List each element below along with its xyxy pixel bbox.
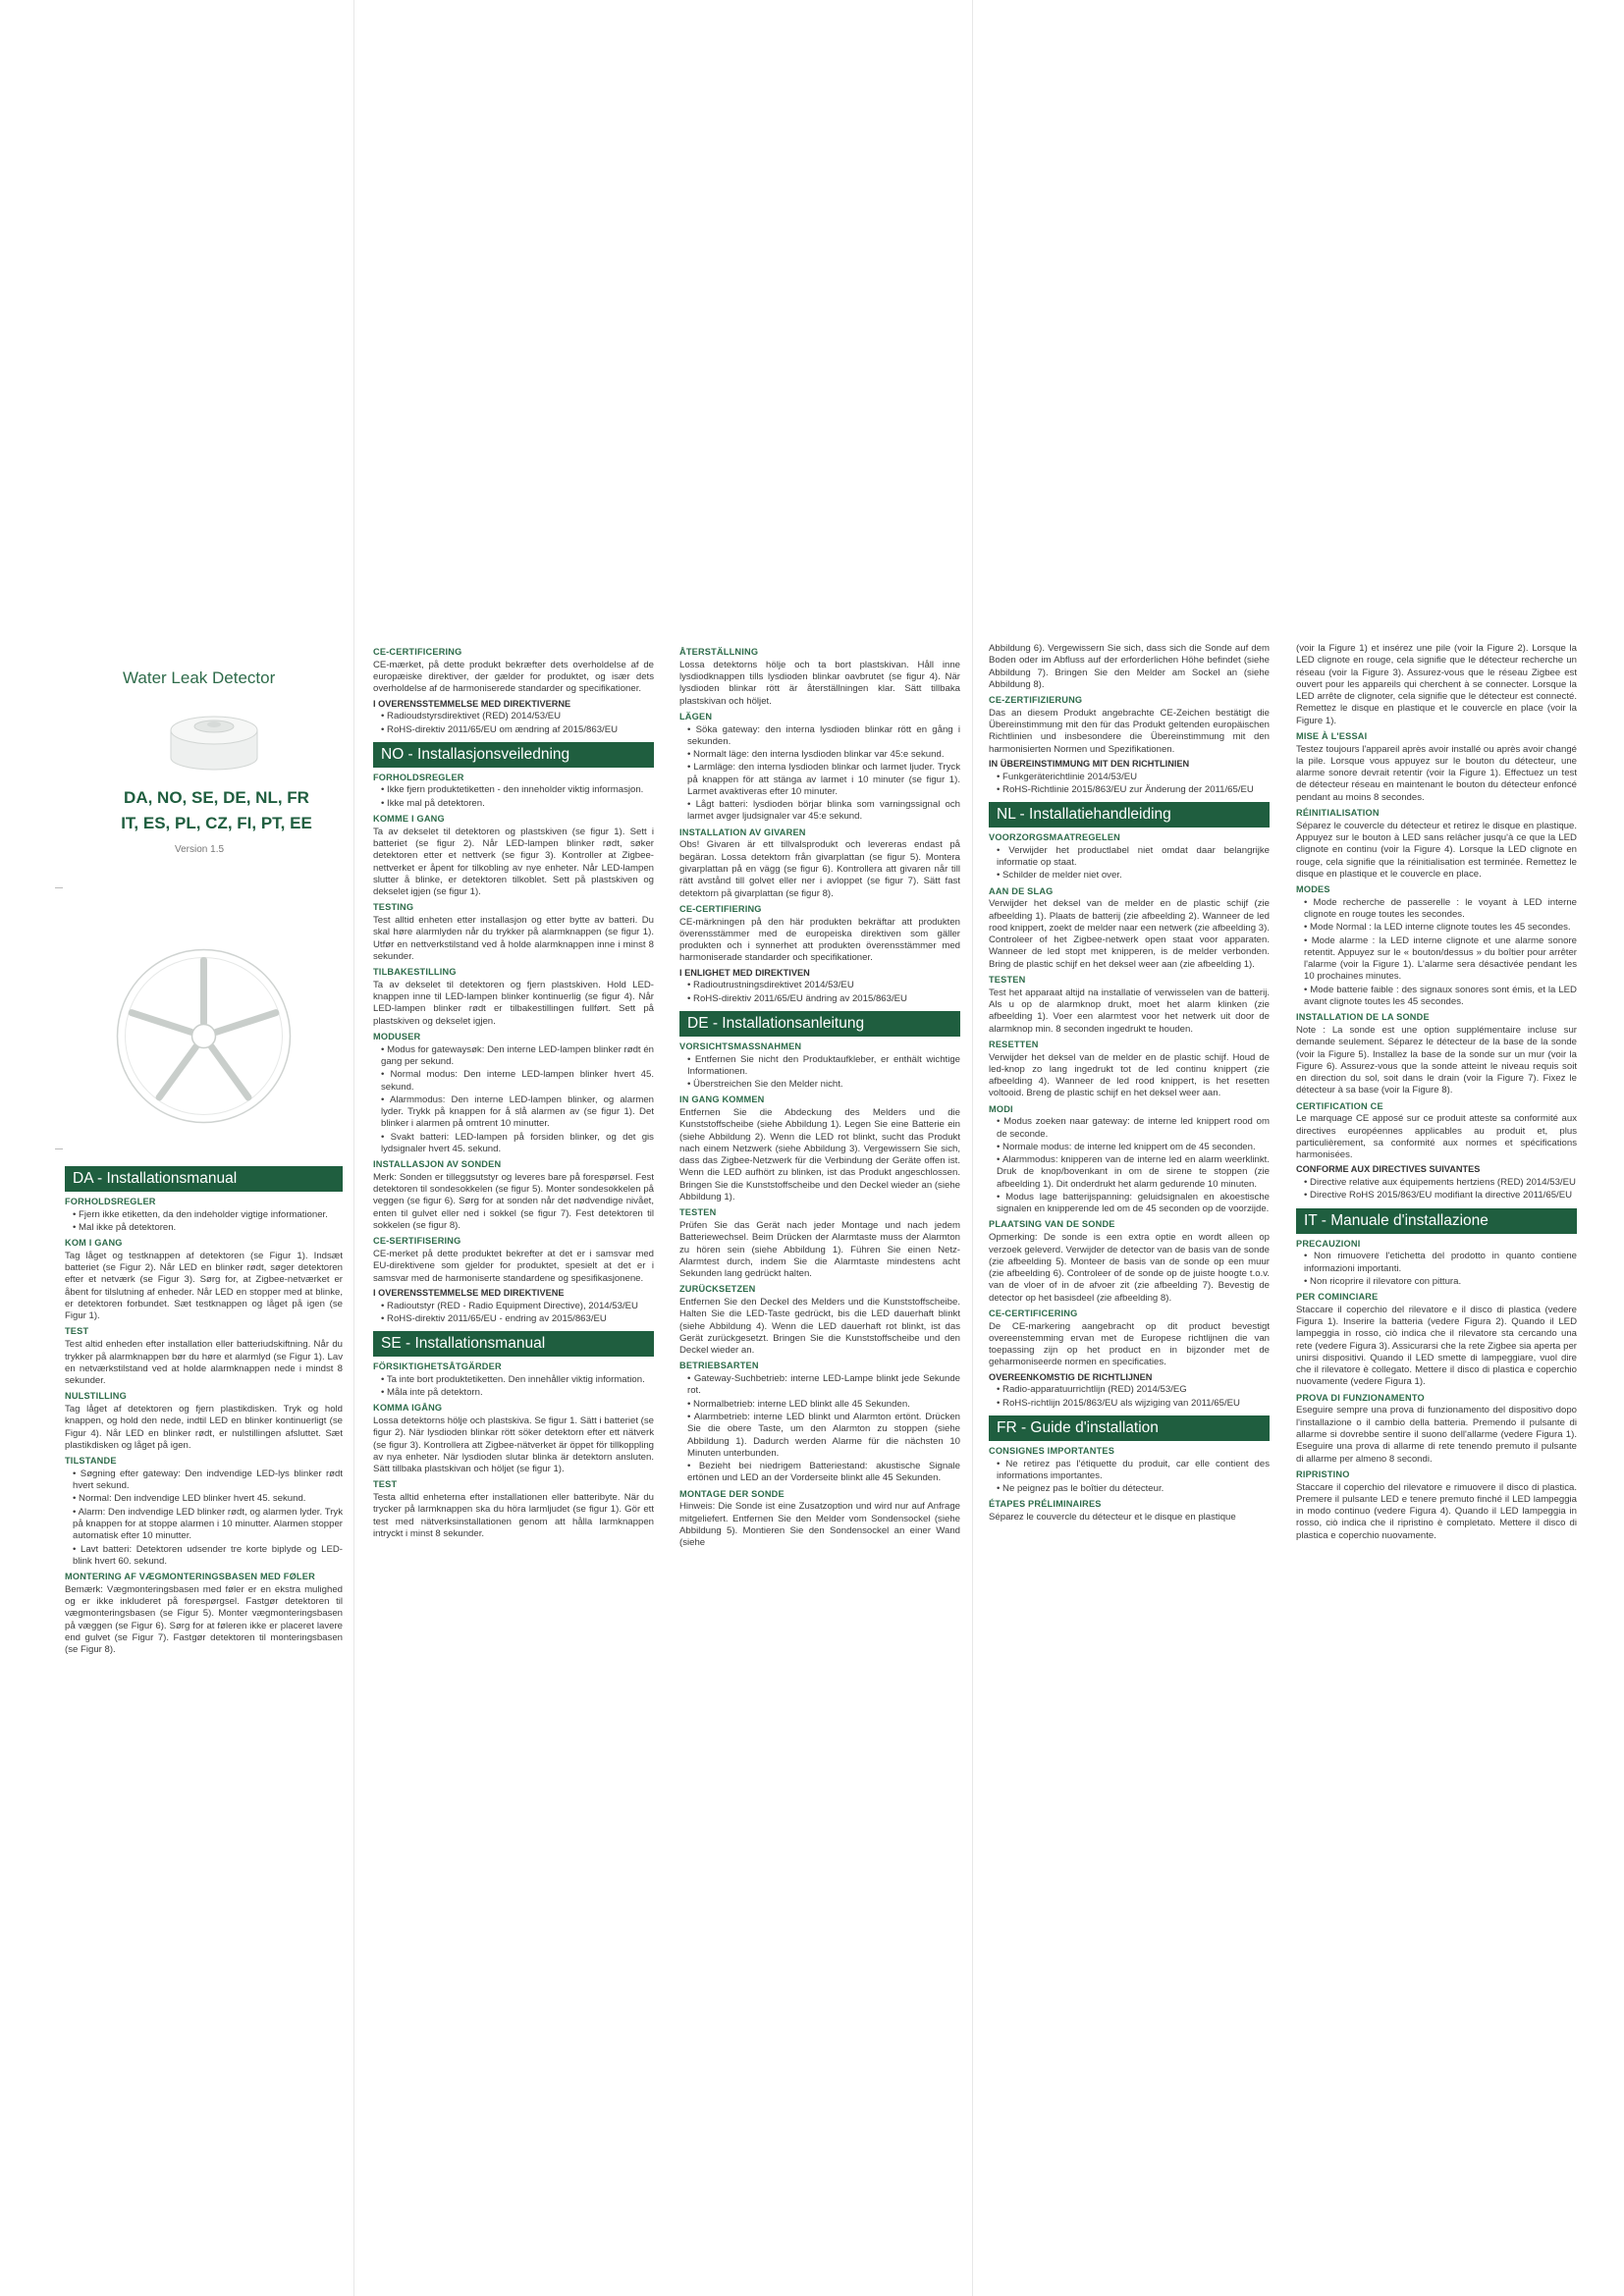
subheading: RIPRISTINO [1296, 1468, 1350, 1479]
subheading: CE-CERTIFIERING [679, 903, 762, 914]
list [989, 1384, 1270, 1410]
list-item: • Directive relative aux équipements hertziens (RED) 2014/53/EU [1304, 1177, 1577, 1189]
list-item: • RoHS-Richtlinie 2015/863/EU zur Änderung der 2011/65/EU [997, 784, 1270, 796]
list-item: • Søgning efter gateway: Den indvendige LED-lys blinker rødt hvert sekund. [73, 1468, 343, 1493]
list-item: • Ne retirez pas l'étiquette du produit, car elle contient des informations importantes. [997, 1459, 1270, 1483]
languages-line-1: DA, NO, SE, DE, NL, FR [124, 788, 309, 807]
list [989, 1116, 1270, 1215]
list [679, 1373, 960, 1484]
list-item: • Alarmmodus: Den interne LED-lampen blinker, og alarmen lyder. Trykk på knappen for å slå alarmen av (se figur 1). Det blinker i alarmen på omtrent 10 minutter. [381, 1095, 654, 1131]
subheading: NULSTILLING [65, 1391, 127, 1402]
paragraph: Séparez le couvercle du détecteur et le disque en plastique [989, 1512, 1236, 1523]
subheading: VOORZORGSMAATREGELEN [989, 832, 1120, 843]
subheading: ZURÜCKSETZEN [679, 1284, 756, 1295]
list-item: • Non ricoprire il rilevatore con pittura. [1304, 1276, 1577, 1288]
list-item: • Bezieht bei niedrigem Batteriestand: akustische Signale ertönen und LED an der Vorderseite blinkt alle 45 Sekunden. [687, 1461, 960, 1485]
list-item: • Modus zoeken naar gateway: de interne led knippert rood om de seconde. [997, 1116, 1270, 1141]
language-list [116, 785, 317, 837]
subheading: TEST [65, 1326, 89, 1337]
paragraph: Bemærk: Vægmonteringsbasen med føler er en ekstra mulighed og er ikke inkluderet på forespørgsel. Fastgør detektoren til vægmonteringsbasen (se Figur 5). Monter vægmonteringsbasen på væggen (se Figur 6). Sørg for at føleren ikke er placeret lavere end gulvet (se Figur 7). Fastgør detektoren til monteringsbasen (se Figur 8). [65, 1583, 343, 1656]
paragraph: Obs! Givaren är ett tillvalsprodukt och levereras endast på begäran. Lossa detektorn från givarplattan (se figur 5). Montera givarplattan på en vägg (se figur 6). Kontrollera att givaren når till rätt avstånd till golvet eller ner i avloppet (se figur 7). Sätt fast detektorn på givarplattan (se figur 8). [679, 839, 960, 899]
subheading: VORSICHTSMASSNAHMEN [679, 1041, 802, 1051]
list-item: • Radioutstyr (RED - Radio Equipment Directive), 2014/53/EU [381, 1301, 654, 1312]
list [373, 711, 654, 736]
list-item: • Mal ikke på detektoren. [73, 1222, 343, 1234]
list [65, 1209, 343, 1235]
subheading: CONFORME AUX DIRECTIVES SUIVANTES [1296, 1164, 1481, 1175]
list-item: • Svakt batteri: LED-lampen på forsiden blinker, og det gis lydsignaler hvert 45. sekund. [381, 1132, 654, 1156]
product-title: Water Leak Detector [123, 668, 276, 687]
section-heading-it: IT - Manuale d'installazione [1296, 1208, 1577, 1234]
list-item: • Modus lage batterijspanning: geluidsignalen en akoestische signalen en knipperende led om de 45 seconden op de voorzijde. [997, 1192, 1270, 1216]
list-item: • Mode Normal : la LED interne clignote toutes les 45 secondes. [1304, 922, 1577, 934]
list-item: • Ne peignez pas le boîtier du détecteur. [997, 1483, 1270, 1495]
paragraph: Testez toujours l'appareil après avoir installé ou après avoir changé la pile. Lorsque vous appuyez sur le bouton du détecteur, une alarme sonore devrait retentir (voir la Figure 1). Effectuez un test de détecteur réseau en maintenant le bouton du détecteur enfoncé pendant au moins 8 secondes. [1296, 743, 1577, 803]
subheading: CONSIGNES IMPORTANTES [989, 1445, 1115, 1456]
subheading: MISE À L'ESSAI [1296, 730, 1368, 741]
list-item: • Lågt batteri: lysdioden börjar blinka som varningssignal och larmet avger ljudsignaler var 45:e sekund. [687, 799, 960, 824]
paragraph: Le marquage CE apposé sur ce produit atteste sa conformité aux directives européennes applicables au produit et, plus particulièrement, sa conformité aux normes et spécifications harmonisées. [1296, 1113, 1577, 1161]
detector-bottom-view-illustration [113, 945, 295, 1127]
list-item: • Söka gateway: den interna lysdioden blinkar rött en gång i sekunden. [687, 724, 960, 749]
list-item: • Alarm: Den indvendige LED blinker rødt, og alarmen lyder. Tryk på knappen for at stoppe alarmen i 10 minutter. Alarmen stopper automatisk efter 10 minutter. [73, 1507, 343, 1543]
column-fr-it [1296, 643, 1577, 1545]
list-item: • Normale modus: de interne led knippert om de 45 seconden. [997, 1142, 1270, 1153]
list [373, 784, 654, 810]
subheading: CE-CERTIFICERING [989, 1308, 1078, 1318]
subheading: I ENLIGHET MED DIREKTIVEN [679, 967, 810, 978]
list [65, 1468, 343, 1568]
languages-line-2: IT, ES, PL, CZ, FI, PT, EE [121, 814, 312, 833]
section-heading-se: SE - Installationsmanual [373, 1331, 654, 1357]
section-heading-fr: FR - Guide d'installation [989, 1415, 1270, 1441]
fold-line [972, 0, 973, 2296]
list-item: • Funkgeräterichtlinie 2014/53/EU [997, 772, 1270, 783]
list-item: • Ikke fjern produktetiketten - den inneholder viktig informasjon. [381, 784, 654, 796]
paragraph: Entfernen Sie den Deckel des Melders und die Kunststoffscheibe. Halten Sie die LED-Taste gedrückt, bis die LED dauerhaft blinkt (siehe Abbildung 4). Wenn die LED dauerhaft rot blinkt, ist das Gerät zurückgesetzt. Bringen Sie die Kunststoffscheibe und den Deckel wieder an. [679, 1297, 960, 1357]
paragraph: Tag låget af detektoren og fjern plastikdisken. Tryk og hold knappen, og hold den nede, indtil LED en blinker kontinuerligt (se Figur 4). Når LED en blinker rødt, er nulstillingen afsluttet. Sæt plastikdisken og låget på igen. [65, 1404, 343, 1451]
list-item: • Modus for gatewaysøk: Den interne LED-lampen blinker rødt én gang per sekund. [381, 1044, 654, 1069]
subheading: PRECAUZIONI [1296, 1238, 1361, 1249]
paragraph: Testa alltid enheterna efter installationen eller batteribyte. När du trycker på larmknappen ska du höra larmljudet (se figur 1). Gör ett test med nätverksinstallationen genom att hålla larmknappen intryckt i minst 8 sekunder. [373, 1492, 654, 1539]
section-heading-da: DA - Installationsmanual [65, 1166, 343, 1192]
list-item: • Verwijder het productlabel niet omdat daar belangrijke informatie op staat. [997, 845, 1270, 870]
subheading: CERTIFICATION CE [1296, 1100, 1383, 1111]
fold-mark [55, 887, 63, 888]
fold-mark [55, 1148, 63, 1149]
list [989, 1459, 1270, 1496]
list-item: • Directive RoHS 2015/863/EU modifiant la directive 2011/65/EU [1304, 1190, 1577, 1201]
list [373, 1301, 654, 1326]
list-item: • Ta inte bort produktetiketten. Den innehåller viktig information. [381, 1374, 654, 1386]
paragraph: Ta av dekselet til detektoren og plastskiven (se figur 1). Sett i batteriet (se figur 2). Når LED-lampen blinker rødt, søker detektoren etter et nettverk (se figur 3). Kontroller at Zigbee-nettverket er åpent for tilkobling av nye enheter. Når LED-lampen slutter å blinke, er detektoren tilkoblet. Sett på plastskiven og dekselet igjen (se figur 1). [373, 826, 654, 898]
subheading: IN GANG KOMMEN [679, 1095, 765, 1105]
paragraph: Lossa detektorns hölje och ta bort plastskivan. Håll inne lysdiodknappen tills lysdioden blinkar oavbrutet (se figur 4). När lysdioden blinkar rött är återställningen klar. Sätt tillbaka plastskivan och höljet. [679, 659, 960, 707]
subheading: PER COMINCIARE [1296, 1292, 1379, 1303]
paragraph: Abbildung 6). Vergewissern Sie sich, dass sich die Sonde auf dem Boden oder im Abfluss auf der erforderlichen Höhe befindet (siehe Abbildung 7). Bringen Sie den Melder am Sockel an (siehe Abbildung 8). [989, 643, 1270, 690]
paragraph: Note : La sonde est une option supplémentaire incluse sur demande seulement. Séparez le détecteur de la base de la sonde (voir la Figure 5). Installez la base de la sonde sur un mur (voir la Figure 6). Assurez-vous que la sonde atteint le niveau requis soit en direction du sol, soit dans le drain (voir la Figure 7). Fixez le détecteur à sa base (voir la Figure 8). [1296, 1024, 1577, 1096]
subheading: OVEREENKOMSTIG DE RICHTLIJNEN [989, 1371, 1153, 1382]
list-item: • Fjern ikke etiketten, da den indeholder vigtige informationer. [73, 1209, 343, 1221]
subheading: TILSTANDE [65, 1456, 117, 1467]
list-item: • RoHS-richtlijn 2015/863/EU als wijziging van 2011/65/EU [997, 1398, 1270, 1410]
list-item: • Normal modus: Den interne LED-lampen blinker hvert 45. sekund. [381, 1069, 654, 1094]
list-item: • Mode batterie faible : des signaux sonores sont émis, et la LED avant clignote toutes les 45 secondes. [1304, 985, 1577, 1009]
list [989, 845, 1270, 882]
subheading: KOMMA IGÅNG [373, 1403, 443, 1414]
paragraph: Das an diesem Produkt angebrachte CE-Zeichen bestätigt die Übereinstimmung mit den für das Produkt geltenden europäischen Richtlinien und insbesondere die Übereinstimmung mit den harmonisierten Normen und Spezifikationen. [989, 707, 1270, 755]
list-item: • Überstreichen Sie den Melder nicht. [687, 1079, 960, 1091]
subheading: PLAATSING VAN DE SONDE [989, 1219, 1115, 1230]
subheading: MODUSER [373, 1032, 421, 1041]
list-item: • Måla inte på detektorn. [381, 1387, 654, 1399]
list-item: • Mode alarme : la LED interne clignote et une alarme sonore retentit. Appuyez sur le « bouton/dessus » du boîtier pour arrêter l'alarme (voir la Figure 1). L'alarme sera désactivée pendant les 10 prochaines minutes. [1304, 935, 1577, 984]
version-label: Version 1.5 [175, 844, 225, 855]
subheading: TESTING [373, 902, 414, 913]
paragraph: Eseguire sempre una prova di funzionamento del dispositivo dopo l'installazione o il cambio della batteria. Premendo il pulsante di allarme si dovrebbe sentire il suono dell'allarme (vedere Figura 1). Eseguire una prova di allarme di rete tenendo premuto il pulsante di allarme per almeno 8 secondi. [1296, 1405, 1577, 1465]
paragraph: Test alltid enheten etter installasjon og etter bytte av batteri. Du skal høre alarmlyden når du trykker på alarmknappen (se figur 1). Utfør en nettverkstilstand ved å holde alarmknappen inne i minst 8 sekunder. [373, 915, 654, 962]
list-item: • Lavt batteri: Detektoren udsender tre korte biplyde og LED-blink hvert 60. sekund. [73, 1544, 343, 1569]
paragraph: Tag låget og testknappen af detektoren (se Figur 1). Indsæt batteriet (se Figur 2). Når LED en blinker rødt, søger detektoren efter et netværk (se Figur 3). Sørg for, at Zigbee-netværket er åbent for tilslutning af enheder. Når LED en stopper med at blinke, er detektoren forbundet. Sæt testknappen og låget på igen (se Figur 1). [65, 1250, 343, 1322]
column-se-de [679, 643, 960, 1552]
subheading: TESTEN [989, 974, 1026, 985]
subheading: LÄGEN [679, 711, 713, 721]
list-item: • Larmläge: den interna lysdioden blinkar och larmet ljuder. Tryck på knappen för att stänga av larmet i 10 minuter (se figur 1). Larmet avaktiveras efter 10 minuter. [687, 762, 960, 798]
column-da [65, 1160, 343, 1659]
paragraph: Staccare il coperchio del rilevatore e il disco di plastica (vedere Figura 1). Inserire la batteria (vedere Figura 2). Quando il LED lampeggia in rosso, ciò indica che il rilevatore sta cercando una rete (vedere Figura 3). Assicurarsi che la rete Zigbee sia aperta per unirsi dispositivi. Quando il LED smette di lampeggiare, vuol dire che il rilevatore è collegato. Mettere il disco di plastica e coperchio nuovamente (vedere Figura 1). [1296, 1304, 1577, 1388]
subheading: CE-ZERTIFIZIERUNG [989, 695, 1083, 706]
list-item: • Radioudstyrsdirektivet (RED) 2014/53/EU [381, 711, 654, 722]
paragraph: Opmerking: De sonde is een extra optie en wordt alleen op verzoek geleverd. Verwijder de detector van de basis van de sonde (zie afbeelding 5). Monteer de basis van de sonde op een muur (zie afbeelding 6). Controleer of de sonde op de juiste hoogte t.o.v. van de vloer of in de afvoer zit (zie afbeelding 7). Bevestig de detector op het basisdeel (zie afbeelding 8). [989, 1232, 1270, 1304]
paragraph: Test altid enheden efter installation eller batteriudskiftning. Når du trykker på alarmknappen bør du høre et alarmlyd (se Figur 1). Lav en netværkstilstand ved at holde alarmknappen nede i mindst 8 sekunder. [65, 1339, 343, 1387]
list [679, 980, 960, 1005]
subheading: IN ÜBEREINSTIMMUNG MIT DEN RICHTLINIEN [989, 758, 1190, 769]
list [679, 724, 960, 824]
column-nl-fr [989, 643, 1270, 1526]
paragraph: Hinweis: Die Sonde ist eine Zusatzoption und wird nur auf Anfrage mitgeliefert. Entfernen Sie den Melder vom Sondensockel (siehe Abbildung 5). Montieren Sie den Sondensockel an einer Wand (siehe [679, 1501, 960, 1549]
subheading: RÉINITIALISATION [1296, 807, 1380, 818]
subheading: INSTALLATION DE LA SONDE [1296, 1012, 1430, 1023]
subheading: KOMME I GANG [373, 813, 445, 824]
detector-device-illustration [160, 703, 268, 775]
subheading: TEST [373, 1479, 398, 1490]
subheading: MONTERING AF VÆGMONTERINGSBASEN MED FØLER [65, 1572, 315, 1582]
subheading: PROVA DI FUNZIONAMENTO [1296, 1392, 1425, 1403]
list-item: • Gateway-Suchbetrieb: interne LED-Lampe blinkt jede Sekunde rot. [687, 1373, 960, 1398]
list-item: • Normal: Den indvendige LED blinker hvert 45. sekund. [73, 1493, 343, 1505]
list-item: • Normalt läge: den interna lysdioden blinkar var 45:e sekund. [687, 749, 960, 761]
subheading: RESETTEN [989, 1039, 1039, 1049]
paragraph: CE-merket på dette produktet bekrefter at det er i samsvar med EU-direktivene som gjelder for produktet, spesielt at det er i samsvar med de harmoniserte standardene og spesifikasjonene. [373, 1249, 654, 1284]
subheading: FORHOLDSREGLER [373, 772, 464, 782]
list-item: • Mode recherche de passerelle : le voyant à LED interne clignote en rouge toutes les secondes. [1304, 897, 1577, 922]
paragraph: Verwijder het deksel van de melder en de plastic schijf. Houd de led-knop zo lang ingedrukt tot de led continu knippert (zie afbeelding 4). Wanneer de led rood knippert, is het resetten voltooid. Breng de plastic schijf en het deksel weer aan. [989, 1051, 1270, 1099]
list [989, 772, 1270, 797]
list [679, 1054, 960, 1092]
subheading: ÉTAPES PRÉLIMINAIRES [989, 1499, 1102, 1510]
paragraph: Ta av dekselet til detektoren og fjern plastskiven. Hold LED-knappen inne til LED-lampen blinker kontinuerlig (se figur 4). Når LED-lampen blinker rødt er tilbakestillingen fullført. Sett på plastskiven og dekselet igjen. [373, 979, 654, 1027]
list-item: • Schilder de melder niet over. [997, 870, 1270, 881]
subheading: KOM I GANG [65, 1238, 123, 1249]
paragraph: Staccare il coperchio del rilevatore e rimuovere il disco di plastica. Premere il pulsante LED e tenere premuto finché il LED lampeggia in modo continuo (vedere Figura 4). Quando il LED lampeggia in rosso, ciò indica che il ripristino è completato. Mettere il disco di plastica e coperchio nuovamente. [1296, 1481, 1577, 1541]
subheading: AAN DE SLAG [989, 885, 1054, 896]
paragraph: CE-mærket, på dette produkt bekræfter dets overholdelse af de europæiske direktiver, der gælder for produktet, og især dets overholdelse af de harmoniserede standarder og specifikationer. [373, 659, 654, 695]
subheading: ÅTERSTÄLLNING [679, 647, 759, 657]
paragraph: Merk: Sonden er tilleggsutstyr og leveres bare på forespørsel. Fest detektoren til sondesokkelen (se figur 5). Monter sondesokkelen på veggen (se figur 6). Sørg for at sonden når det nødvendige nivået, enten til gulvet eller ned i sokkel (se figur 7). Fest detektoren til sokkelen (se figur 8). [373, 1171, 654, 1231]
list-item: • RoHS-direktiv 2011/65/EU ändring av 2015/863/EU [687, 993, 960, 1005]
section-heading-de: DE - Installationsanleitung [679, 1011, 960, 1037]
list-item: • Entfernen Sie nicht den Produktaufkleber, er enthält wichtige Informationen. [687, 1054, 960, 1079]
subheading: MODES [1296, 884, 1330, 895]
list [1296, 897, 1577, 1008]
paragraph: Prüfen Sie das Gerät nach jeder Montage und nach jedem Batteriewechsel. Beim Drücken der Alarmtaste muss der Alarmton zu hören sein (siehe Abbildung 1). Führen Sie einen Netz-Alarmtest durch, indem Sie die Alarmtaste mindestens acht Sekunden lang gedrückt halten. [679, 1219, 960, 1280]
subheading: CE-CERTIFICERING [373, 647, 462, 657]
list-item: • RoHS-direktiv 2011/65/EU - endring av 2015/863/EU [381, 1313, 654, 1325]
section-heading-no: NO - Installasjonsveiledning [373, 742, 654, 768]
column-no-se [373, 643, 654, 1543]
paragraph: CE-märkningen på den här produkten bekräftar att produkten överensstämmer med de europeiska direktiven som gäller produkten och i synnerhet att produkten överensstämmer med harmoniserade standarder och specifikationer. [679, 916, 960, 964]
subheading: TILBAKESTILLING [373, 967, 457, 978]
paragraph: Séparez le couvercle du détecteur et retirez le disque en plastique. Appuyez sur le bouton à LED sans relâcher jusqu'à ce que la LED clignote en continu (voir la Figure 4). Lorsque la LED clignote en rouge, cela signifie que la réinitialisation est terminée. Remettez le disque en plastique et le couvercle en place. [1296, 820, 1577, 880]
list-item: • Normalbetrieb: interne LED blinkt alle 45 Sekunden. [687, 1399, 960, 1411]
list [1296, 1251, 1577, 1288]
section-heading-nl: NL - Installatiehandleiding [989, 802, 1270, 828]
list-item: • Radio-apparatuurrichtlijn (RED) 2014/53/EG [997, 1384, 1270, 1396]
list-item: • Non rimuovere l'etichetta del prodotto in quanto contiene informazioni importanti. [1304, 1251, 1577, 1275]
list [373, 1374, 654, 1400]
paragraph: Test het apparaat altijd na installatie of verwisselen van de batterij. Als u op de alarmknop drukt, moet het alarm klinken (zie afbeelding 1). Voer een alarmtest voor het netwerk uit door de alarmknop min. 8 seconden ingedrukt te houden. [989, 987, 1270, 1035]
subheading: MONTAGE DER SONDE [679, 1488, 785, 1499]
subheading: I OVERENSSTEMMELSE MED DIREKTIVENE [373, 1287, 565, 1298]
subheading: MODI [989, 1103, 1013, 1114]
fold-line [353, 0, 354, 2296]
subheading: BETRIEBSARTEN [679, 1361, 759, 1371]
list [373, 1044, 654, 1155]
subheading: INSTALLATION AV GIVAREN [679, 827, 806, 837]
paragraph: Lossa detektorns hölje och plastskiva. Se figur 1. Sätt i batteriet (se figur 2). När lysdioden blinkar rött söker detektorn efter ett nätverk (se figur 3). Kontrollera att Zigbee-nätverket är öppet för tillkoppling av nya enheter. När lysdioden slutar blinka är detektorn ansluten. Sätt tillbaka plastskivan och höljet (se figur 1). [373, 1415, 654, 1475]
list-item: • Radioutrustningsdirektivet 2014/53/EU [687, 980, 960, 991]
list-item: • Alarmmodus: knipperen van de interne led en alarm weerklinkt. Druk de knop/bovenkant in om de sirene te stoppen (zie afbeelding 1). Dit onderdrukt het alarm gedurende 10 minuten. [997, 1154, 1270, 1191]
paragraph: Entfernen Sie die Abdeckung des Melders und die Kunststoffscheibe (siehe Abbildung 1). Legen Sie eine Batterie ein (siehe Abbildung 2). Wenn die LED rot blinkt, sucht das Produkt nach einem Netzwerk (siehe Abbildung 3). Vergewissern Sie sich, dass das Zigbee-Netzwerk für die Verbindung der Geräte offen ist. Wenn die LED aufhört zu blinken, ist das Produkt angeschlossen. Bringen Sie die Kunststoffscheibe und den Deckel wieder an (siehe Abbildung 1). [679, 1107, 960, 1202]
subheading: I OVERENSSTEMMELSE MED DIREKTIVERNE [373, 698, 571, 709]
paragraph: Verwijder het deksel van de melder en de plastic schijf (zie afbeelding 1). Plaats de batterij (zie afbeelding 2). Wanneer de led rood knippert, zoekt de melder naar een netwerk (zie afbeelding 3). Controleer of het Zigbee-netwerk open staat voor apparaten. Wanneer de led stopt met knipperen, is de melder verbonden. Bring de plastic schijf en het deksel weer aan (zie afbeelding 1). [989, 898, 1270, 970]
list-item: • Alarmbetrieb: interne LED blinkt und Alarmton ertönt. Drücken Sie die obere Taste, um den Alarmton zu stoppen (siehe Abbildung 1). Dadurch werden Alarme für die nächsten 10 Minuten unterbunden. [687, 1412, 960, 1460]
subheading: FORHOLDSREGLER [65, 1196, 156, 1206]
list-item: • RoHS-direktiv 2011/65/EU om ændring af 2015/863/EU [381, 724, 654, 736]
subheading: TESTEN [679, 1207, 717, 1218]
subheading: CE-SERTIFISERING [373, 1236, 461, 1247]
paragraph: De CE-markering aangebracht op dit product bevestigt overeenstemming ervan met de Europese richtlijnen die van toepassing zijn op het product en in bijzonder met de geharmoniseerde normen en specificaties. [989, 1320, 1270, 1368]
subheading: FÖRSIKTIGHETSÅTGÄRDER [373, 1361, 502, 1371]
subheading: INSTALLASJON AV SONDEN [373, 1159, 502, 1170]
list-item: • Ikke mal på detektoren. [381, 798, 654, 810]
list [1296, 1177, 1577, 1202]
paragraph: (voir la Figure 1) et insérez une pile (voir la Figure 2). Lorsque la LED clignote en rouge, cela signifie que le détecteur recherche un réseau (voir la Figure 3). Assurez-vous que le réseau Zigbee est ouvert pour les appareils qui cherchent à se connecter. Lorsque la LED arrête de clignoter, cela signifie que le détecteur est connecté. Remettez le disque en plastique et le couvercle en place (voir la Figure 1). [1296, 643, 1577, 726]
